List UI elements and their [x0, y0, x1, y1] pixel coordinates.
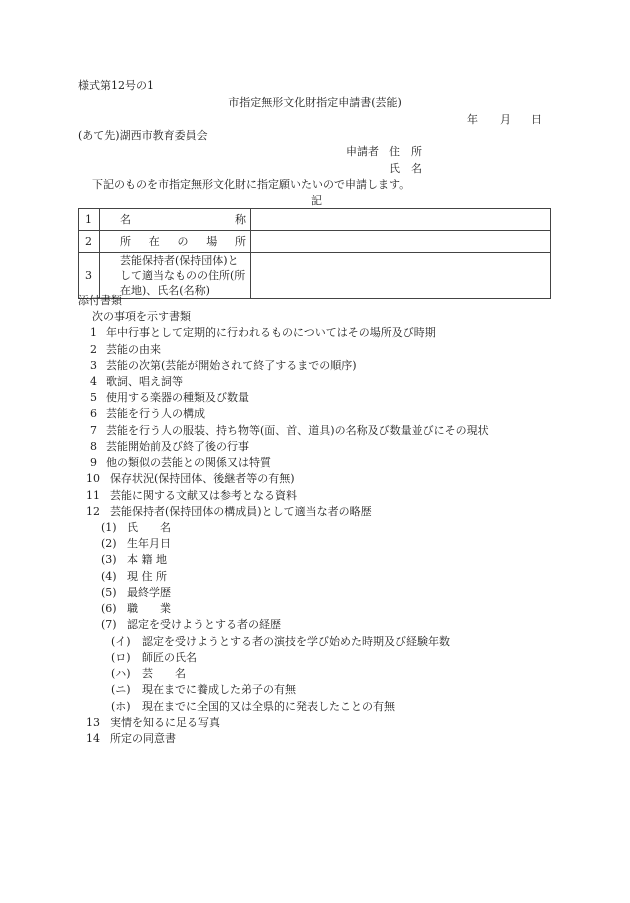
list-item: (2) 生年月日 — [101, 537, 171, 550]
list-item: 2 芸能の由来 — [90, 343, 161, 356]
list-item: (ホ) 現在までに全国的又は全県的に発表したことの有無 — [111, 700, 395, 713]
list-item: (1) 氏 名 — [101, 521, 171, 534]
list-item: (7) 認定を受けようとする者の経歴 — [101, 618, 281, 631]
form-number: 様式第12号の1 — [78, 79, 154, 92]
list-item: 11 芸能に関する文献又は参考となる資料 — [86, 489, 297, 502]
ki-heading: 記 — [311, 194, 322, 207]
date-month: 月 — [500, 113, 511, 126]
list-item: (イ) 認定を受けようとする者の演技を学び始めた時期及び経験年数 — [111, 635, 450, 648]
row-label-holder: 芸能保持者(保持団体)として適当なものの住所(所在地)、氏名(名称) — [100, 253, 251, 299]
list-item: 1 年中行事として定期的に行われるものについてはその場所及び時期 — [90, 326, 436, 339]
date-day: 日 — [531, 113, 542, 126]
attachments-subheading: 次の事項を示す書類 — [92, 310, 191, 323]
list-item: 13 実情を知るに足る写真 — [86, 716, 220, 729]
items-table — [78, 208, 551, 299]
list-item: 8 芸能開始前及び終了後の行事 — [90, 440, 249, 453]
list-item: (4) 現 住 所 — [101, 570, 167, 583]
list-item: 5 使用する楽器の種類及び数量 — [90, 391, 249, 404]
list-item: 7 芸能を行う人の服装、持ち物等(面、首、道具)の名称及び数量並びにその現状 — [90, 424, 489, 437]
table-row — [79, 209, 551, 231]
value-cell-name[interactable] — [251, 209, 551, 231]
list-item: (6) 職 業 — [101, 602, 171, 615]
list-item: 10 保存状況(保持団体、後継者等の有無) — [86, 472, 295, 485]
table-row — [79, 253, 551, 299]
list-item: 12 芸能保持者(保持団体の構成員)として適当な者の略歴 — [86, 505, 372, 518]
value-cell-location[interactable] — [251, 231, 551, 253]
value-cell-holder[interactable] — [251, 253, 551, 299]
list-item: (ハ) 芸 名 — [111, 667, 186, 680]
list-item: (ニ) 現在までに養成した弟子の有無 — [111, 683, 296, 696]
document-title: 市指定無形文化財指定申請書(芸能) — [228, 96, 402, 109]
row-label-name: 名 称 — [100, 209, 251, 231]
addressee: (あて先)湖西市教育委員会 — [78, 129, 208, 142]
row-number: 1 — [79, 209, 100, 231]
list-item: 4 歌詞、唱え詞等 — [90, 375, 183, 388]
list-item: 6 芸能を行う人の構成 — [90, 407, 205, 420]
list-item: (3) 本 籍 地 — [101, 553, 167, 566]
list-item: (5) 最終学歴 — [101, 586, 171, 599]
applicant-label: 申請者 — [346, 145, 379, 158]
applicant-address-label: 住 所 — [389, 145, 422, 158]
row-label-location: 所 在 の 場 所 — [100, 231, 251, 253]
date-year: 年 — [467, 113, 478, 126]
attachments-heading: 添付書類 — [78, 294, 122, 307]
row-number: 2 — [79, 231, 100, 253]
list-item: (ロ) 師匠の氏名 — [111, 651, 197, 664]
row-number: 3 — [79, 253, 100, 299]
list-item: 14 所定の同意書 — [86, 732, 176, 745]
applicant-name-label: 氏 名 — [389, 162, 422, 175]
intro-text: 下記のものを市指定無形文化財に指定願いたいので申請します。 — [92, 178, 411, 191]
table-row — [79, 231, 551, 253]
list-item: 3 芸能の次第(芸能が開始されて終了するまでの順序) — [90, 359, 357, 372]
list-item: 9 他の類似の芸能との関係又は特質 — [90, 456, 271, 469]
